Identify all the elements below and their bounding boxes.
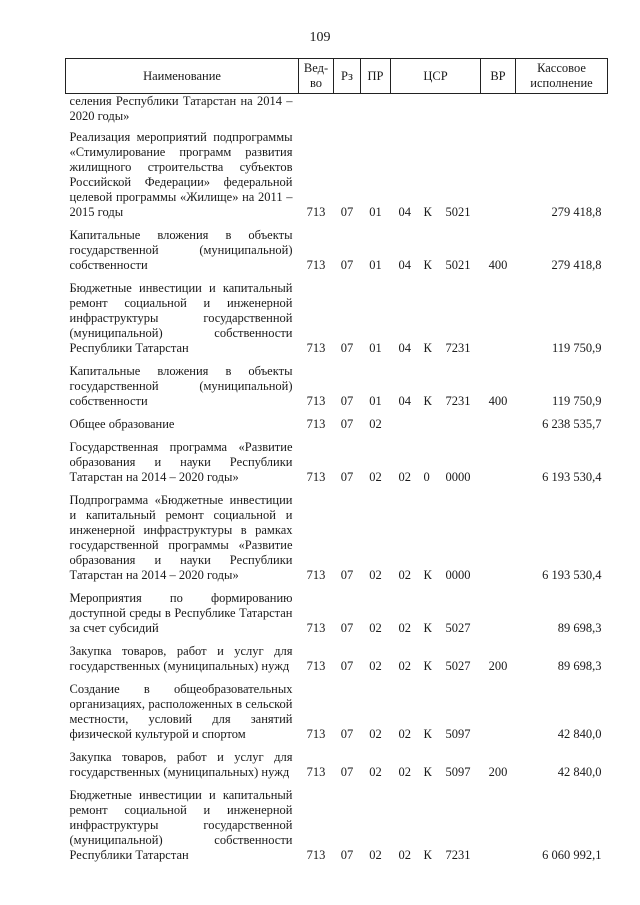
table-row xyxy=(66,364,608,417)
row-csr xyxy=(391,788,481,871)
row-ved: 713 xyxy=(306,394,326,408)
row-rz xyxy=(334,94,361,131)
row-amount: 42 840,0 xyxy=(557,727,602,741)
row-name: Капитальные вложения в объекты государственной (муниципальной) собственности xyxy=(69,228,293,272)
row-csr-part-2: К xyxy=(423,727,432,741)
row-ved: 713 xyxy=(306,341,326,355)
row-amount: 279 418,8 xyxy=(551,205,602,219)
row-csr-part-2: К xyxy=(423,394,432,408)
table-row xyxy=(66,493,608,591)
row-rz: 07 xyxy=(340,621,354,635)
row-csr xyxy=(391,591,481,644)
row-amount: 89 698,3 xyxy=(557,659,602,673)
header-ved: Вед- во xyxy=(299,59,334,94)
row-csr-part-3: 5021 xyxy=(445,205,471,219)
row-amount: 89 698,3 xyxy=(557,621,602,635)
table-row xyxy=(66,130,608,228)
row-csr xyxy=(391,228,481,281)
row-pr: 02 xyxy=(369,765,382,779)
row-csr-part-3: 5097 xyxy=(445,727,471,741)
row-vr xyxy=(481,682,516,750)
row-csr-part-3: 5021 xyxy=(445,258,471,272)
row-vr xyxy=(481,417,516,440)
row-rz: 07 xyxy=(340,394,354,408)
row-vr xyxy=(481,493,516,591)
table-row xyxy=(66,591,608,644)
table-row xyxy=(66,228,608,281)
row-pr: 02 xyxy=(369,621,382,635)
row-pr: 01 xyxy=(369,341,382,355)
row-csr xyxy=(391,281,481,364)
header-kassovoe: Кассовое исполнение xyxy=(516,59,608,94)
row-csr-part-2: К xyxy=(423,848,432,862)
row-ved: 713 xyxy=(306,765,326,779)
row-amount: 6 193 530,4 xyxy=(542,568,602,582)
row-ved: 713 xyxy=(306,727,326,741)
table-row xyxy=(66,682,608,750)
row-amount: 6 238 535,7 xyxy=(542,417,602,431)
row-name: Подпрограмма «Бюджетные инвестиции и капитальный ремонт социальной и инженерной инфраструктуры в рамках государственной программы «Развитие образования и науки Республики Татарстан на 2014 – 2020 годы» xyxy=(69,493,293,582)
row-vr: 200 xyxy=(488,765,508,779)
row-rz: 07 xyxy=(340,848,354,862)
row-csr-part-3: 0000 xyxy=(445,470,471,484)
row-vr: 200 xyxy=(488,659,508,673)
table-row xyxy=(66,788,608,871)
row-ved: 713 xyxy=(306,848,326,862)
table-row xyxy=(66,281,608,364)
row-amount: 6 060 992,1 xyxy=(542,848,602,862)
row-name: Мероприятия по формированию доступной среды в Республике Татарстан за счет субсидий xyxy=(69,591,293,635)
row-ved: 713 xyxy=(306,417,326,431)
row-csr-part-2: К xyxy=(423,205,432,219)
row-pr: 02 xyxy=(369,417,382,431)
row-csr xyxy=(391,130,481,228)
row-csr-part-3: 0000 xyxy=(445,568,471,582)
row-ved: 713 xyxy=(306,205,326,219)
header-name: Наименование xyxy=(66,59,299,94)
budget-table xyxy=(65,58,608,871)
row-csr xyxy=(391,417,481,440)
row-csr-part-2: К xyxy=(423,258,432,272)
row-vr xyxy=(481,788,516,871)
row-rz: 07 xyxy=(340,258,354,272)
row-csr-part-1: 04 xyxy=(398,258,411,272)
row-vr xyxy=(481,591,516,644)
row-pr: 02 xyxy=(369,727,382,741)
row-csr-part-1: 04 xyxy=(398,205,411,219)
row-csr xyxy=(391,682,481,750)
row-csr-part-3: 5097 xyxy=(445,765,471,779)
header-rz: Рз xyxy=(334,59,361,94)
row-csr-part-1: 02 xyxy=(398,470,411,484)
row-name: Реализация мероприятий подпрограммы «Стимулирование программ развития жилищного строительства субъектов Российской Федерации» федеральной целевой программы «Жилище» на 2011 – 2015 годы xyxy=(69,130,293,219)
row-pr: 02 xyxy=(369,470,382,484)
row-vr xyxy=(481,440,516,493)
row-csr-part-1: 04 xyxy=(398,341,411,355)
row-csr-part-1: 02 xyxy=(398,568,411,582)
row-pr: 01 xyxy=(369,394,382,408)
header-vr: ВР xyxy=(481,59,516,94)
row-ved: 713 xyxy=(306,621,326,635)
row-name: Закупка товаров, работ и услуг для государственных (муниципальных) нужд xyxy=(69,644,293,673)
row-csr xyxy=(391,440,481,493)
row-name: Закупка товаров, работ и услуг для государственных (муниципальных) нужд xyxy=(69,750,293,779)
row-pr: 02 xyxy=(369,568,382,582)
row-vr: 400 xyxy=(488,258,508,272)
row-rz: 07 xyxy=(340,341,354,355)
row-name: Общее образование xyxy=(69,417,175,431)
page-number: 109 xyxy=(309,30,331,45)
table-row xyxy=(66,440,608,493)
row-csr-part-2: К xyxy=(423,659,432,673)
row-ved: 713 xyxy=(306,470,326,484)
row-name: селения Республики Татарстан на 2014 – 2020 годы» xyxy=(69,94,293,123)
row-ved: 713 xyxy=(306,258,326,272)
row-csr-part-1: 02 xyxy=(398,848,411,862)
row-ved: 713 xyxy=(306,659,326,673)
row-vr xyxy=(481,130,516,228)
row-csr xyxy=(391,364,481,417)
row-rz: 07 xyxy=(340,470,354,484)
header-pr: ПР xyxy=(361,59,391,94)
row-csr-part-3: 7231 xyxy=(445,394,471,408)
row-rz: 07 xyxy=(340,765,354,779)
row-pr: 02 xyxy=(369,848,382,862)
table-row xyxy=(66,750,608,788)
table-row xyxy=(66,644,608,682)
row-amount: 279 418,8 xyxy=(551,258,602,272)
row-pr xyxy=(361,94,391,131)
row-csr xyxy=(391,750,481,788)
row-ved: 713 xyxy=(306,568,326,582)
row-csr-part-1: 02 xyxy=(398,727,411,741)
row-rz: 07 xyxy=(340,417,354,431)
row-amount: 6 193 530,4 xyxy=(542,470,602,484)
header-csr: ЦСР xyxy=(391,59,481,94)
row-csr-part-2: К xyxy=(423,621,432,635)
row-pr: 02 xyxy=(369,659,382,673)
table-body xyxy=(66,94,608,872)
row-csr-part-1: 04 xyxy=(398,394,411,408)
row-csr-part-3: 5027 xyxy=(445,621,471,635)
row-csr-part-3: 5027 xyxy=(445,659,471,673)
table-row xyxy=(66,417,608,440)
row-vr xyxy=(481,281,516,364)
row-csr-part-2: К xyxy=(423,341,432,355)
row-csr-part-2: 0 xyxy=(423,470,430,484)
row-rz: 07 xyxy=(340,727,354,741)
row-amount xyxy=(516,94,608,131)
row-pr: 01 xyxy=(369,258,382,272)
row-vr: 400 xyxy=(488,394,508,408)
row-csr-part-2: К xyxy=(423,765,432,779)
row-rz: 07 xyxy=(340,205,354,219)
table-header-row xyxy=(66,59,608,94)
row-csr-part-2: К xyxy=(423,568,432,582)
row-csr-part-3: 7231 xyxy=(445,848,471,862)
row-amount: 119 750,9 xyxy=(551,341,602,355)
row-pr: 01 xyxy=(369,205,382,219)
row-name: Создание в общеобразовательных организациях, расположенных в сельской местности, условий для занятий физической культурой и спортом xyxy=(69,682,293,741)
row-name: Капитальные вложения в объекты государственной (муниципальной) собственности xyxy=(69,364,293,408)
row-amount: 42 840,0 xyxy=(557,765,602,779)
row-rz: 07 xyxy=(340,568,354,582)
row-vr xyxy=(481,94,516,131)
row-name: Бюджетные инвестиции и капитальный ремонт социальной и инженерной инфраструктуры государственной (муниципальной) собственности Республики Татарстан xyxy=(69,281,293,355)
row-csr xyxy=(391,94,481,131)
row-rz: 07 xyxy=(340,659,354,673)
row-csr xyxy=(391,493,481,591)
row-amount: 119 750,9 xyxy=(551,394,602,408)
row-csr-part-1: 02 xyxy=(398,659,411,673)
table-row xyxy=(66,94,608,131)
row-ved xyxy=(299,94,334,131)
row-name: Государственная программа «Развитие образования и науки Республики Татарстан на 2014 – 2020 годы» xyxy=(69,440,293,484)
row-csr-part-3: 7231 xyxy=(445,341,471,355)
row-csr xyxy=(391,644,481,682)
row-csr-part-1: 02 xyxy=(398,765,411,779)
row-csr-part-1: 02 xyxy=(398,621,411,635)
row-name: Бюджетные инвестиции и капитальный ремонт социальной и инженерной инфраструктуры государственной (муниципальной) собственности Республики Татарстан xyxy=(69,788,293,862)
